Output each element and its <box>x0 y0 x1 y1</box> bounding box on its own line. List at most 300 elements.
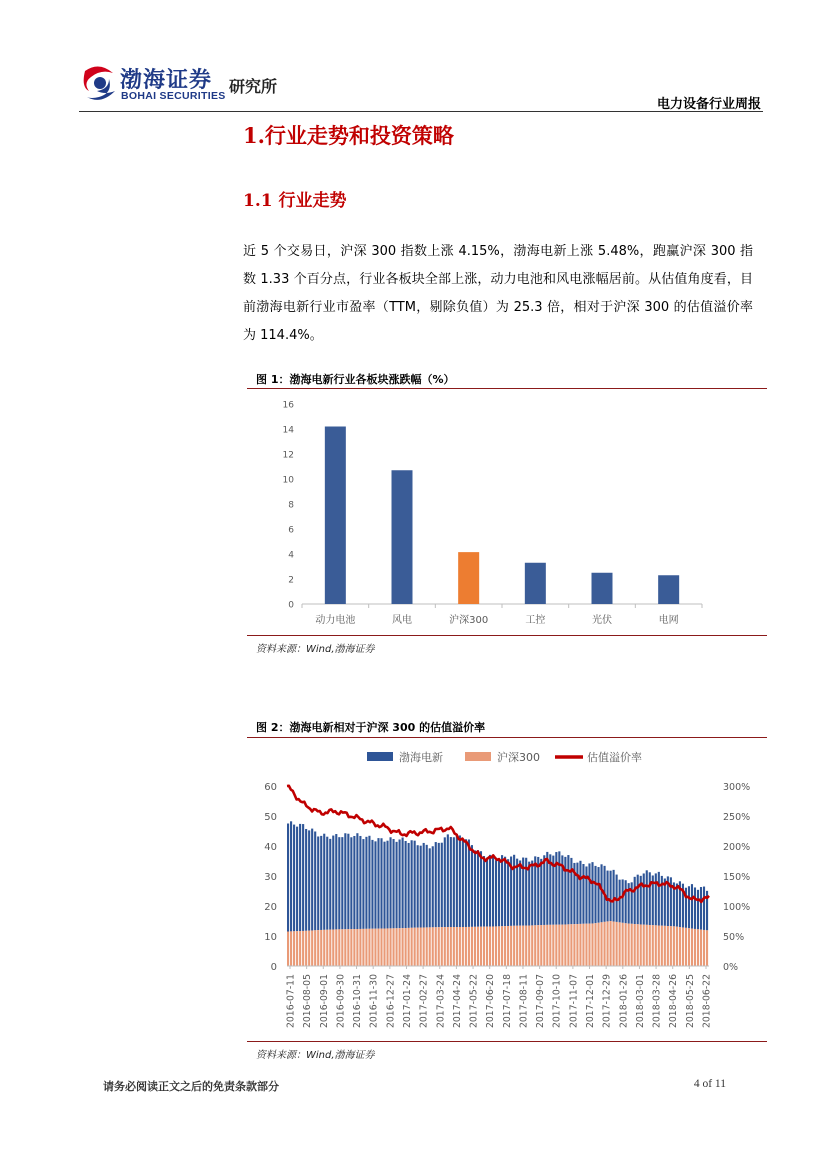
bar-segment-hs300 <box>498 926 500 966</box>
bar-segment-bohai <box>447 834 449 927</box>
x-tick-label: 2016-09-30 <box>335 974 347 1029</box>
bar-segment-bohai <box>498 859 500 926</box>
figure-1-bottom-rule <box>247 635 767 636</box>
bar-segment-hs300 <box>383 929 385 966</box>
left-y-tick-label: 40 <box>264 842 277 853</box>
bar-segment-bohai <box>646 870 648 925</box>
bar-segment-hs300 <box>438 927 440 966</box>
bar-segment-hs300 <box>691 929 693 966</box>
bar-segment-bohai <box>459 835 461 927</box>
bar-segment-hs300 <box>471 927 473 966</box>
bar-segment-bohai <box>486 858 488 927</box>
bar-segment-bohai <box>634 877 636 924</box>
bar-segment-bohai <box>649 872 651 925</box>
bar-segment-hs300 <box>389 928 391 966</box>
bar-segment-hs300 <box>579 924 581 966</box>
bar-segment-hs300 <box>293 931 295 966</box>
bar-segment-hs300 <box>640 924 642 966</box>
bar-segment-bohai <box>658 872 660 926</box>
bar-segment-hs300 <box>302 931 304 966</box>
bar-segment-bohai <box>507 859 509 926</box>
bar-segment-hs300 <box>329 930 331 966</box>
bar-segment-bohai <box>441 843 443 927</box>
y-tick-label: 8 <box>288 500 294 511</box>
company-name-en: BOHAI SECURITIES <box>121 90 226 102</box>
bar-segment-hs300 <box>374 929 376 966</box>
bar-segment-bohai <box>453 837 455 927</box>
figure-2-combo-chart <box>247 740 767 1040</box>
bar-segment-bohai <box>516 859 518 926</box>
bar-segment-hs300 <box>594 923 596 966</box>
bar-segment-bohai <box>414 841 416 928</box>
bar-segment-hs300 <box>552 925 554 966</box>
bar-segment-hs300 <box>465 927 467 966</box>
bar-segment-hs300 <box>287 932 289 967</box>
legend-swatch <box>367 752 393 761</box>
bar-segment-hs300 <box>308 931 310 966</box>
bar-segment-hs300 <box>625 923 627 966</box>
bar-segment-hs300 <box>311 930 313 966</box>
right-y-tick-label: 250% <box>723 812 751 823</box>
bar-segment-bohai <box>332 836 334 930</box>
bar-segment-hs300 <box>522 926 524 966</box>
x-tick-label: 2017-12-01 <box>585 974 597 1029</box>
bar-segment-hs300 <box>703 930 705 966</box>
bar-segment-hs300 <box>622 923 624 966</box>
bar-segment-hs300 <box>296 931 298 966</box>
bar-segment-bohai <box>359 836 361 929</box>
page-number: 4 of 11 <box>693 1078 726 1090</box>
bar-segment-hs300 <box>377 929 379 966</box>
bar-segment-bohai <box>567 855 569 924</box>
bar-segment-hs300 <box>600 922 602 966</box>
y-tick-label: 16 <box>282 400 294 411</box>
x-tick-label: 2016-08-05 <box>302 974 314 1029</box>
bar-segment-hs300 <box>435 927 437 966</box>
bar-segment-hs300 <box>402 928 404 966</box>
bar-segment-bohai <box>405 841 407 928</box>
bar-segment-bohai <box>344 833 346 929</box>
bar-segment-hs300 <box>417 928 419 966</box>
bar-segment-bohai <box>558 851 560 924</box>
bar-segment-hs300 <box>585 924 587 966</box>
bar-segment-hs300 <box>380 929 382 966</box>
bar-segment-bohai <box>356 833 358 929</box>
bar-segment-hs300 <box>459 927 461 966</box>
bar-segment-bohai <box>383 842 385 929</box>
bar-segment-hs300 <box>314 930 316 966</box>
bar-segment-hs300 <box>450 927 452 966</box>
bar-segment-hs300 <box>495 926 497 966</box>
x-tick-label: 2016-07-11 <box>285 974 297 1029</box>
bar-segment-bohai <box>450 837 452 927</box>
bar-segment-bohai <box>528 862 530 926</box>
x-tick-label: 动力电池 <box>315 615 356 626</box>
left-y-tick-label: 10 <box>264 932 277 943</box>
bar-segment-bohai <box>365 837 367 929</box>
bar-segment-hs300 <box>576 924 578 966</box>
bar-segment-hs300 <box>405 928 407 966</box>
bar-segment-bohai <box>676 883 678 926</box>
bar-segment-hs300 <box>673 926 675 966</box>
bar-segment-hs300 <box>408 928 410 966</box>
bar-segment-bohai <box>402 838 404 929</box>
bar-segment-hs300 <box>597 923 599 966</box>
legend-label: 估值溢价率 <box>587 751 642 764</box>
left-y-tick-label: 60 <box>264 782 277 793</box>
x-tick-label: 2018-03-01 <box>634 974 646 1029</box>
y-tick-label: 12 <box>282 450 294 461</box>
bar-segment-hs300 <box>685 928 687 966</box>
bar-segment-bohai <box>371 840 373 929</box>
legend-label: 沪深300 <box>497 751 540 764</box>
body-paragraph: 近 5 个交易日，沪深 300 指数上涨 4.15%，渤海电新上涨 5.48%，跑赢沪深 300 指数 1.33 个百分点，行业各板块全部上涨，动力电池和风电涨幅居前。从估值角度看，目前渤海电新行业市盈率（TTM，剔除负值）为 25.3 倍，相对于沪深 300 的估值溢价率为 114.4%。 <box>243 244 753 343</box>
x-tick-label: 2016-12-27 <box>385 974 397 1029</box>
x-tick-label: 2018-04-26 <box>668 974 680 1029</box>
bar-segment-hs300 <box>501 926 503 966</box>
figure-1-source: 资料来源：Wind,渤海证券 <box>256 644 375 655</box>
figure-2-top-rule <box>247 737 767 738</box>
bar-segment-hs300 <box>546 925 548 966</box>
bar-segment-bohai <box>625 880 627 923</box>
bar-segment-hs300 <box>543 925 545 966</box>
bar-segment-hs300 <box>504 926 506 966</box>
bar-segment-bohai <box>314 831 316 930</box>
x-tick-label: 2017-10-10 <box>551 974 563 1029</box>
bar-segment-hs300 <box>456 927 458 966</box>
bar-segment-hs300 <box>567 924 569 966</box>
bar-segment-hs300 <box>489 927 491 966</box>
bar-segment-hs300 <box>619 922 621 966</box>
bar-segment-bohai <box>299 824 301 931</box>
figure-2-source: 资料来源：Wind,渤海证券 <box>256 1050 375 1061</box>
bar-segment-bohai <box>393 839 395 928</box>
bar-segment-bohai <box>637 875 639 925</box>
bar-segment-bohai <box>302 824 304 931</box>
bar-segment-hs300 <box>516 926 518 966</box>
x-tick-label: 2018-05-25 <box>684 974 696 1029</box>
bar-segment-hs300 <box>393 928 395 966</box>
bar-segment-bohai <box>374 841 376 928</box>
footer-disclaimer: 请务必阅读正文之后的免责条款部分 <box>103 1080 279 1093</box>
bar-segment-bohai <box>399 839 401 928</box>
bar-segment-bohai <box>564 857 566 925</box>
bar-segment-bohai <box>619 880 621 923</box>
bar-segment-bohai <box>335 834 337 929</box>
bar-segment-hs300 <box>540 925 542 966</box>
bar-segment-hs300 <box>631 924 633 966</box>
bar-segment-hs300 <box>432 927 434 966</box>
bar-segment-hs300 <box>453 927 455 966</box>
figure-2-bottom-rule <box>247 1041 767 1042</box>
bar-segment-bohai <box>350 837 352 929</box>
bar-segment-bohai <box>588 863 590 923</box>
y-tick-label: 14 <box>282 425 294 436</box>
bar-segment-hs300 <box>649 925 651 966</box>
bar-segment-bohai <box>480 851 482 927</box>
bar-segment-hs300 <box>646 925 648 966</box>
bar-segment-hs300 <box>610 921 612 966</box>
right-y-tick-label: 100% <box>723 902 751 913</box>
left-y-tick-label: 30 <box>264 872 277 883</box>
x-tick-label: 2017-11-07 <box>568 974 580 1029</box>
bar-segment-bohai <box>477 850 479 927</box>
x-tick-label: 风电 <box>392 615 412 626</box>
bar <box>325 427 346 605</box>
bar-segment-bohai <box>380 838 382 928</box>
bar-segment-hs300 <box>332 930 334 966</box>
bar-segment-bohai <box>597 867 599 923</box>
bar-segment-bohai <box>456 834 458 927</box>
bar-segment-bohai <box>362 839 364 929</box>
x-tick-label: 2017-12-29 <box>601 974 613 1029</box>
bar-segment-hs300 <box>604 922 606 966</box>
bar-segment-bohai <box>423 843 425 928</box>
bar-segment-bohai <box>534 856 536 925</box>
bar-segment-hs300 <box>706 930 708 966</box>
bar-segment-bohai <box>471 845 473 927</box>
bar-segment-hs300 <box>344 929 346 966</box>
bar-segment-hs300 <box>676 927 678 966</box>
bar-segment-hs300 <box>564 924 566 966</box>
right-y-tick-label: 300% <box>723 782 751 793</box>
x-tick-label: 2017-03-24 <box>435 974 447 1029</box>
bar-segment-bohai <box>435 842 437 927</box>
x-tick-label: 光伏 <box>592 615 612 626</box>
bar <box>658 575 679 604</box>
bar <box>458 552 479 604</box>
bar-segment-hs300 <box>362 929 364 966</box>
legend-swatch <box>465 752 491 761</box>
figure-2-title: 图 2：渤海电新相对于沪深 300 的估值溢价率 <box>256 721 486 734</box>
y-tick-label: 0 <box>288 600 294 611</box>
y-tick-label: 6 <box>288 525 294 536</box>
legend-label: 渤海电新 <box>399 751 443 764</box>
y-tick-label: 4 <box>288 550 294 561</box>
bar-segment-bohai <box>296 827 298 932</box>
bar-segment-bohai <box>607 871 609 922</box>
bar-segment-bohai <box>341 837 343 929</box>
bar-segment-hs300 <box>323 930 325 966</box>
bar-segment-bohai <box>643 873 645 924</box>
bar-segment-hs300 <box>613 921 615 966</box>
bar-segment-bohai <box>585 866 587 923</box>
bar-segment-hs300 <box>365 929 367 966</box>
bar-segment-bohai <box>377 838 379 929</box>
bar-segment-hs300 <box>537 925 539 966</box>
bar-segment-bohai <box>697 890 699 929</box>
bar-segment-bohai <box>591 862 593 923</box>
bar-segment-hs300 <box>528 926 530 966</box>
bar-segment-bohai <box>495 860 497 926</box>
bar <box>525 563 546 604</box>
bar-segment-bohai <box>513 855 515 926</box>
bar-segment-hs300 <box>386 928 388 966</box>
bar-segment-hs300 <box>317 930 319 966</box>
x-tick-label: 2017-09-07 <box>535 974 547 1029</box>
bar-segment-hs300 <box>688 928 690 966</box>
bar-segment-bohai <box>688 886 690 928</box>
figure-1-title: 图 1：渤海电新行业各板块涨跌幅（%） <box>256 373 455 386</box>
bar-segment-hs300 <box>694 929 696 966</box>
y-tick-label: 2 <box>288 575 294 586</box>
bar-segment-hs300 <box>637 924 639 966</box>
bar-segment-bohai <box>311 829 313 931</box>
bar-segment-hs300 <box>513 926 515 966</box>
section-heading: 1.行业走势和投资策略 <box>243 123 454 148</box>
bar-segment-hs300 <box>305 931 307 966</box>
bar-segment-bohai <box>594 866 596 923</box>
bar-segment-bohai <box>308 830 310 930</box>
figure-1-bar-chart <box>247 390 767 634</box>
bar-segment-bohai <box>622 879 624 922</box>
bar-segment-bohai <box>468 839 470 926</box>
bar-segment-bohai <box>417 845 419 927</box>
bar-segment-bohai <box>323 834 325 930</box>
bar-segment-bohai <box>290 821 292 931</box>
bar-segment-bohai <box>386 841 388 929</box>
bar-segment-bohai <box>408 843 410 928</box>
header-divider <box>79 111 763 112</box>
bar-segment-hs300 <box>444 927 446 966</box>
right-y-tick-label: 0% <box>723 962 739 973</box>
x-tick-label: 2016-09-01 <box>318 974 330 1029</box>
x-tick-label: 沪深300 <box>449 615 489 626</box>
bar-segment-hs300 <box>510 926 512 966</box>
bar-segment-bohai <box>426 845 428 928</box>
x-tick-label: 2018-03-28 <box>651 974 663 1029</box>
bar-segment-hs300 <box>492 926 494 966</box>
bar-segment-bohai <box>305 829 307 931</box>
figure-1-top-rule <box>247 388 767 389</box>
bar-segment-bohai <box>293 825 295 932</box>
x-tick-label: 工控 <box>525 615 546 626</box>
bar-segment-hs300 <box>483 927 485 966</box>
bar-segment-hs300 <box>570 924 572 966</box>
bar-segment-hs300 <box>591 923 593 966</box>
bar-segment-bohai <box>543 855 545 925</box>
bar-segment-hs300 <box>582 924 584 966</box>
bar-segment-hs300 <box>486 927 488 966</box>
bar-segment-hs300 <box>359 929 361 966</box>
bar-segment-bohai <box>320 836 322 930</box>
x-tick-label: 2016-11-30 <box>368 974 380 1029</box>
bar-segment-hs300 <box>480 927 482 966</box>
bar-segment-bohai <box>326 837 328 930</box>
bar-segment-hs300 <box>429 927 431 966</box>
bar-segment-hs300 <box>474 927 476 966</box>
bar-segment-hs300 <box>670 926 672 966</box>
bar-segment-hs300 <box>628 924 630 966</box>
bar-segment-bohai <box>489 855 491 927</box>
bar-segment-hs300 <box>320 930 322 966</box>
right-y-tick-label: 200% <box>723 842 751 853</box>
bar-segment-hs300 <box>414 928 416 966</box>
bar-segment-bohai <box>347 834 349 929</box>
x-tick-label: 2017-06-20 <box>485 974 497 1029</box>
bar-segment-bohai <box>703 887 705 930</box>
bar-segment-hs300 <box>667 926 669 966</box>
bar-segment-bohai <box>501 855 503 926</box>
bar-segment-hs300 <box>411 928 413 966</box>
bar-segment-hs300 <box>468 927 470 966</box>
bar-segment-bohai <box>570 858 572 924</box>
bar-segment-hs300 <box>661 926 663 966</box>
x-tick-label: 2017-05-22 <box>468 974 480 1029</box>
bar-segment-bohai <box>519 860 521 925</box>
bar-segment-bohai <box>483 856 485 927</box>
bar-segment-bohai <box>600 864 602 922</box>
bar-segment-bohai <box>462 840 464 927</box>
bar-segment-hs300 <box>426 927 428 966</box>
bar-segment-hs300 <box>326 930 328 966</box>
bar-segment-hs300 <box>531 925 533 966</box>
bar-segment-hs300 <box>700 930 702 966</box>
bar-segment-hs300 <box>607 921 609 966</box>
x-tick-label: 电网 <box>658 615 679 626</box>
bar-segment-hs300 <box>549 925 551 966</box>
bar-segment-bohai <box>492 856 494 927</box>
bar-segment-bohai <box>691 884 693 928</box>
right-y-tick-label: 50% <box>723 932 745 943</box>
bar-segment-bohai <box>700 887 702 930</box>
x-tick-label: 2016-10-31 <box>352 974 364 1029</box>
x-tick-label: 2017-07-18 <box>501 974 513 1029</box>
bar-segment-bohai <box>396 842 398 928</box>
bar-segment-bohai <box>411 840 413 928</box>
bar-segment-hs300 <box>682 927 684 966</box>
y-tick-label: 10 <box>282 475 294 486</box>
x-tick-label: 2017-01-24 <box>401 974 413 1029</box>
bar-segment-hs300 <box>299 931 301 966</box>
bar-segment-bohai <box>438 843 440 927</box>
company-name-cn: 渤海证券 <box>120 67 213 93</box>
bar-segment-bohai <box>610 871 612 921</box>
x-tick-label: 2018-06-22 <box>701 974 713 1029</box>
bar-segment-hs300 <box>519 926 521 966</box>
bar-segment-bohai <box>694 887 696 928</box>
bar-segment-hs300 <box>423 927 425 966</box>
bar-segment-hs300 <box>399 928 401 966</box>
bar-segment-hs300 <box>534 925 536 966</box>
bar-segment-hs300 <box>525 926 527 966</box>
bar-segment-hs300 <box>350 929 352 966</box>
bar-segment-bohai <box>504 857 506 926</box>
bar-segment-hs300 <box>634 924 636 966</box>
bar-segment-hs300 <box>555 925 557 966</box>
bar-segment-bohai <box>579 861 581 924</box>
bar-segment-bohai <box>474 850 476 926</box>
bar-segment-hs300 <box>371 929 373 966</box>
bar-segment-hs300 <box>441 927 443 966</box>
x-tick-label: 2017-04-24 <box>451 974 463 1029</box>
bar-segment-hs300 <box>697 929 699 966</box>
report-type: 电力设备行业周报 <box>656 97 761 112</box>
bar-segment-hs300 <box>588 924 590 966</box>
x-tick-label: 2017-08-11 <box>518 974 530 1029</box>
bar-segment-hs300 <box>356 929 358 966</box>
bar-segment-bohai <box>389 837 391 928</box>
bar-segment-hs300 <box>652 925 654 966</box>
bar-segment-bohai <box>329 839 331 930</box>
bar-segment-bohai <box>582 864 584 924</box>
bar-segment-bohai <box>353 836 355 929</box>
bar-segment-hs300 <box>561 925 563 966</box>
bar-segment-hs300 <box>558 925 560 966</box>
bar-segment-bohai <box>531 861 533 926</box>
bar-segment-bohai <box>540 859 542 925</box>
bar-segment-bohai <box>420 846 422 928</box>
